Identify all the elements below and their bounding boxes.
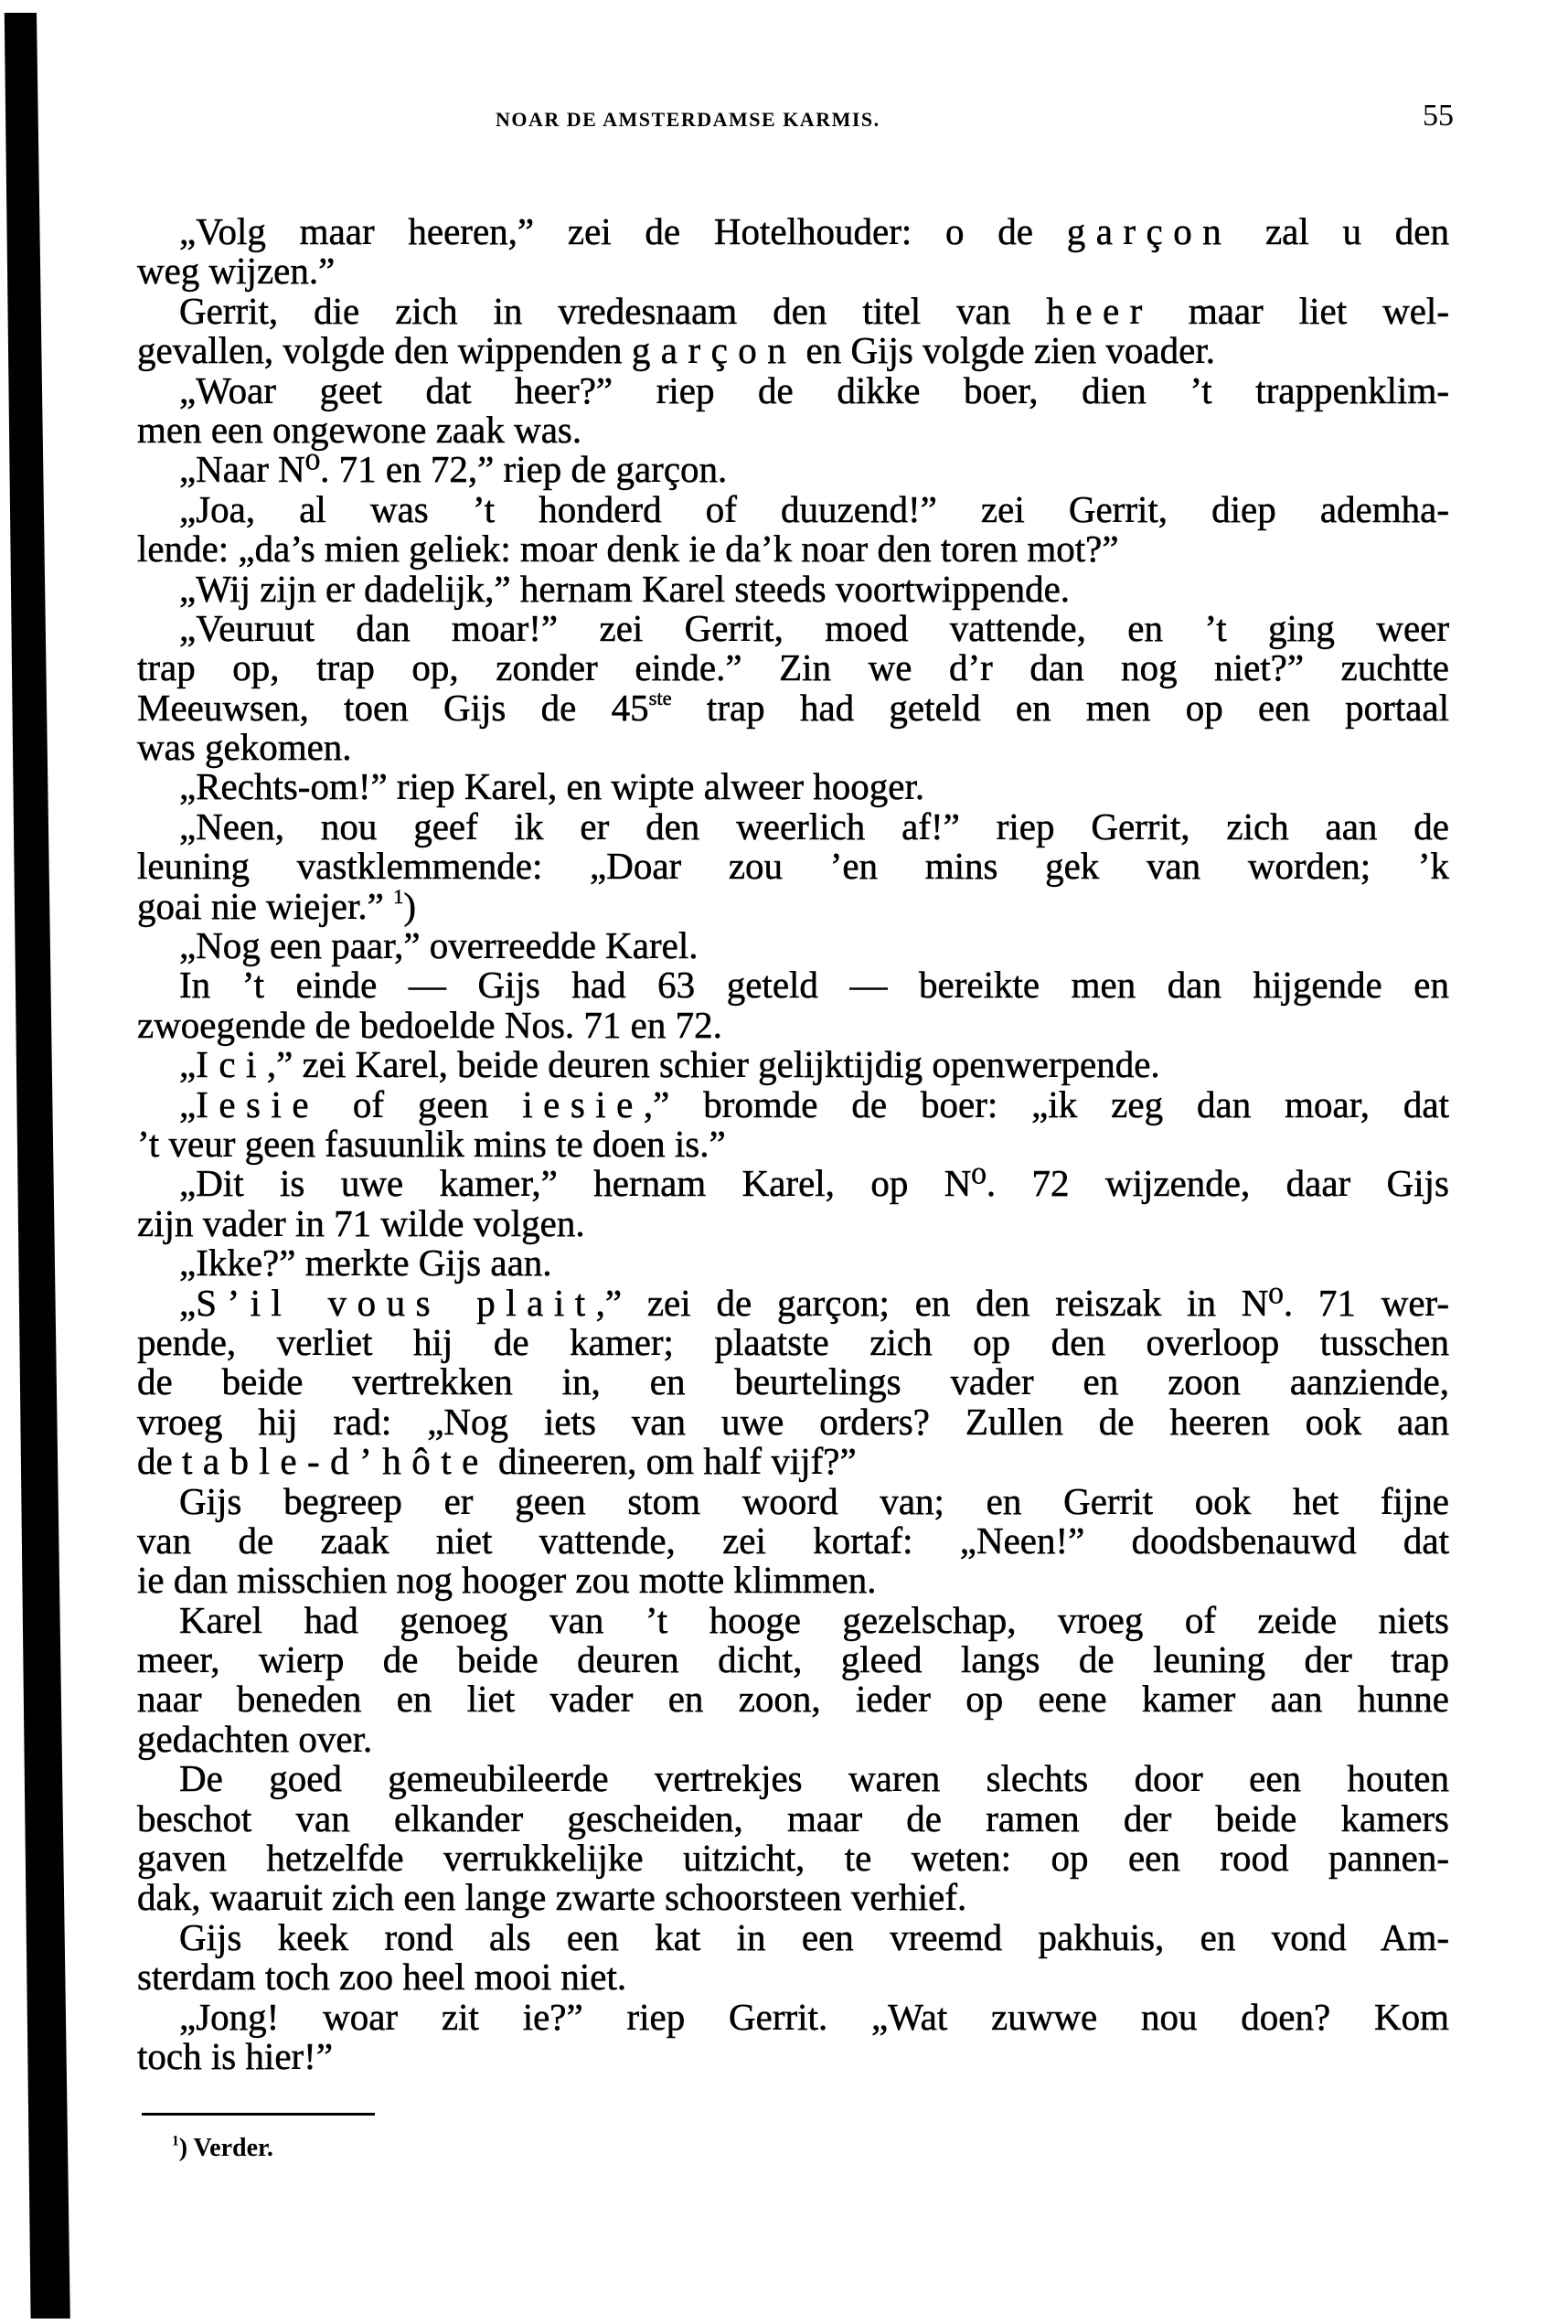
- paragraph: [137, 1598, 1449, 1760]
- text-line: [137, 529, 1449, 569]
- text-run: Gerrit, die zich in vredesnaam den titel van: [179, 289, 1047, 332]
- text-run: trap had geteld en men op een portaal: [671, 686, 1449, 729]
- text-run: „Jong! woar zit ie?” riep Gerrit. „Wat zuwwe nou doen? Kom: [179, 1995, 1449, 2038]
- paragraph: [137, 1759, 1449, 1918]
- footnote-marker: 1: [172, 2133, 179, 2149]
- paragraph: [137, 1045, 1449, 1084]
- text-run: „: [179, 1082, 197, 1125]
- text-run: zwoegende de bedoelde Nos. 71 en 72.: [137, 1003, 722, 1046]
- text-line: [137, 1995, 1449, 2038]
- text-line: [137, 331, 1449, 370]
- paragraph: [137, 767, 1449, 806]
- text-run: „Rechts-om!” riep Karel, en wipte alweer hooger.: [179, 765, 925, 808]
- text-run: goai nie wiejer.”: [137, 884, 394, 927]
- text-run: „: [179, 1043, 197, 1086]
- paragraph: [137, 1243, 1449, 1283]
- text-line: [137, 410, 1449, 450]
- text-run: ie dan misschien nog hooger zou motte klimmen.: [137, 1559, 877, 1602]
- text-run: leuning vastklemmende: „Doar zou ’en mins gek van worden; ’k: [137, 845, 1449, 888]
- text-run: zal u den: [1232, 210, 1450, 252]
- text-line: [137, 1759, 1449, 1798]
- text-run: sterdam toch zoo heel mooi niet.: [137, 1956, 627, 1999]
- text-line: [137, 926, 1449, 965]
- superscript: 1: [393, 884, 404, 908]
- text-run: „Nog een paar,” overreedde Karel.: [179, 924, 699, 967]
- paragraph: [137, 289, 1449, 372]
- text-line: [137, 1442, 1449, 1481]
- paragraph: [137, 807, 1449, 926]
- text-line: [137, 606, 1449, 649]
- text-run: gedachten over.: [137, 1717, 373, 1760]
- text-line: [137, 1243, 1449, 1283]
- text-line: [137, 1839, 1449, 1878]
- text-run: Karel had genoeg van ’t hooge gezelschap, vroeg of zeide niets: [179, 1598, 1449, 1641]
- text-line: [137, 289, 1449, 332]
- text-run: ,” bromde de boer: „ik zeg dan moar, dat: [643, 1082, 1449, 1125]
- text-run: „Volg maar heeren,” zei de Hotelhouder: o de: [179, 210, 1067, 252]
- text-run: ’t veur geen fasuunlik mins te doen is.”: [137, 1122, 726, 1165]
- text-line: [137, 1521, 1449, 1561]
- text-run: Meeuwsen, toen Gijs de 45: [137, 686, 649, 729]
- text-run: „Ikke?” merkte Gijs aan.: [179, 1242, 552, 1285]
- text-run: Gijs begreep er geen stom woord van; en Gerrit ook het fijne: [179, 1479, 1449, 1522]
- text-line: [137, 1045, 1449, 1084]
- text-run: dak, waaruit zich een lange zwarte schoorsteen verhief.: [137, 1876, 967, 1919]
- text-run: men een ongewone zaak was.: [137, 408, 582, 451]
- spaced-emphasis: heer: [1046, 289, 1153, 332]
- text-line: [137, 1479, 1449, 1522]
- text-run: ): [403, 884, 416, 927]
- text-line: [137, 1598, 1449, 1641]
- text-line: [137, 1640, 1449, 1679]
- paragraph: [137, 567, 1449, 610]
- running-head: NOAR DE AMSTERDAMSE KARMIS.: [496, 108, 880, 131]
- text-run: gevallen, volgde den wippenden: [137, 329, 632, 372]
- paragraph: [137, 1915, 1449, 1999]
- text-line: [137, 767, 1449, 806]
- text-line: [137, 567, 1449, 610]
- text-line: [137, 487, 1449, 530]
- text-run: In ’t einde — Gijs had 63 geteld — bereikte men dan hijgende en: [179, 964, 1449, 1007]
- text-run: Gijs keek rond als een kat in een vreemd pakhuis, en vond Am-: [179, 1915, 1449, 1958]
- text-line: [137, 807, 1449, 847]
- text-line: [137, 1082, 1449, 1125]
- text-line: [137, 1878, 1449, 1917]
- text-run: „Wij zijn er dadelijk,” hernam Karel steeds voortwippende.: [179, 567, 1071, 610]
- text-run: beschot van elkander gescheiden, maar de ramen der beide kamers: [137, 1796, 1449, 1839]
- text-line: [137, 1362, 1449, 1402]
- text-line: [137, 368, 1449, 411]
- text-run: en Gijs volgde zien voader.: [796, 329, 1215, 372]
- paragraph: [137, 1164, 1449, 1243]
- spaced-emphasis: garçon: [1066, 210, 1232, 252]
- paragraph: [137, 926, 1449, 965]
- paragraph: [137, 1082, 1449, 1165]
- page-number: 55: [1423, 99, 1454, 133]
- text-line: [137, 1201, 1449, 1244]
- paragraph: [137, 212, 1449, 292]
- paragraph: [137, 368, 1449, 451]
- text-run: trap op, trap op, zonder einde.” Zin we d’r dan nog niet?” zuchtte: [137, 646, 1449, 689]
- spaced-emphasis: table-d’hôte: [181, 1440, 489, 1483]
- text-run: De goed gemeubileerde vertrekjes waren slechts door een houten: [179, 1757, 1449, 1800]
- text-run: toch is hier!”: [137, 2034, 334, 2077]
- text-run: „Naar N⁰. 71 en 72,” riep de garçon.: [179, 448, 728, 491]
- text-run: de beide vertrekken in, en beurtelings vader en zoon aanziende,: [137, 1360, 1449, 1403]
- paragraph: [137, 1995, 1449, 2077]
- paragraph: [137, 606, 1449, 769]
- text-run: was gekomen.: [137, 726, 352, 769]
- spaced-emphasis: Iesie: [196, 1082, 319, 1125]
- text-line: [137, 1402, 1449, 1442]
- text-line: [137, 1679, 1449, 1719]
- text-run: lende: „da’s mien geliek: moar denk ie da’k noar den toren mot?”: [137, 528, 1119, 570]
- footnote-divider: [142, 2113, 375, 2116]
- text-line: [137, 1957, 1449, 1997]
- superscript: ste: [648, 686, 672, 709]
- text-line: [137, 1164, 1449, 1203]
- text-line: [137, 1003, 1449, 1046]
- scan-edge-shadow: [0, 13, 73, 2319]
- paragraph: [137, 1479, 1449, 1602]
- text-run: „Joa, al was ’t honderd of duuzend!” zei Gerrit, diep ademha-: [179, 487, 1449, 530]
- paragraph: [137, 1281, 1450, 1483]
- text-line: [137, 884, 1449, 927]
- text-run: van de zaak niet vattende, zei kortaf: „Neen!” doodsbenauwd dat: [137, 1519, 1449, 1562]
- spaced-emphasis: S’il vous plait: [196, 1281, 596, 1324]
- body-text: [137, 212, 1449, 2076]
- text-run: ,” zei de garçon; en den reiszak in N⁰. 71 wer-: [595, 1281, 1450, 1324]
- text-run: de: [137, 1440, 182, 1483]
- text-line: [137, 1122, 1449, 1165]
- text-run: meer, wierp de beide deuren dicht, gleed langs de leuning der trap: [137, 1638, 1449, 1681]
- text-run: dineeren, om half vijf?”: [488, 1440, 857, 1483]
- spaced-emphasis: Ici: [196, 1043, 267, 1086]
- text-run: weg wijzen.”: [137, 250, 336, 293]
- footnote: [172, 2134, 273, 2163]
- text-line: [137, 847, 1449, 886]
- text-run: of geen: [319, 1082, 523, 1125]
- text-line: [137, 1915, 1449, 1958]
- text-line: [137, 728, 1449, 767]
- text-run: „Neen, nou geef ik er den weerlich af!” riep Gerrit, zich aan de: [179, 805, 1449, 848]
- text-line: [137, 1796, 1449, 1839]
- text-run: „: [179, 1281, 197, 1324]
- paragraph: [137, 965, 1449, 1045]
- text-run: maar liet wel-: [1152, 289, 1449, 332]
- text-line: [137, 688, 1449, 728]
- text-line: [137, 965, 1449, 1005]
- paragraph: [137, 487, 1449, 570]
- text-run: zijn vader in 71 wilde volgen.: [137, 1201, 585, 1244]
- footnote-text: ) Verder.: [178, 2134, 273, 2162]
- text-line: [137, 2034, 1449, 2077]
- text-run: vroeg hij rad: „Nog iets van uwe orders? Zullen de heeren ook aan: [137, 1400, 1449, 1443]
- text-line: [137, 212, 1449, 251]
- text-run: „Woar geet dat heer?” riep de dikke boer, dien ’t trappenklim-: [179, 368, 1449, 411]
- text-run: ,” zei Karel, beide deuren schier gelijktijdig openwerpende.: [266, 1043, 1160, 1086]
- text-line: [137, 1561, 1449, 1600]
- text-run: naar beneden en liet vader en zoon, ieder op eene kamer aan hunne: [137, 1678, 1449, 1721]
- text-line: [137, 1320, 1449, 1363]
- text-line: [137, 251, 1449, 291]
- text-run: „Veuruut dan moar!” zei Gerrit, moed vattende, en ’t ging weer: [179, 606, 1449, 649]
- text-line: [137, 450, 1449, 489]
- text-run: „Dit is uwe kamer,” hernam Karel, op N⁰. 72 wijzende, daar Gijs: [179, 1162, 1449, 1205]
- text-run: pende, verliet hij de kamer; plaatste zich op den overloop tusschen: [137, 1320, 1449, 1363]
- spaced-emphasis: garçon: [631, 329, 797, 372]
- text-line: [137, 1281, 1450, 1324]
- text-line: [137, 648, 1449, 688]
- paragraph: [137, 450, 1449, 489]
- text-line: [137, 1717, 1449, 1760]
- text-run: gaven hetzelfde verrukkelijke uitzicht, te weten: op een rood pannen-: [137, 1837, 1449, 1880]
- spaced-emphasis: iesie: [522, 1082, 644, 1125]
